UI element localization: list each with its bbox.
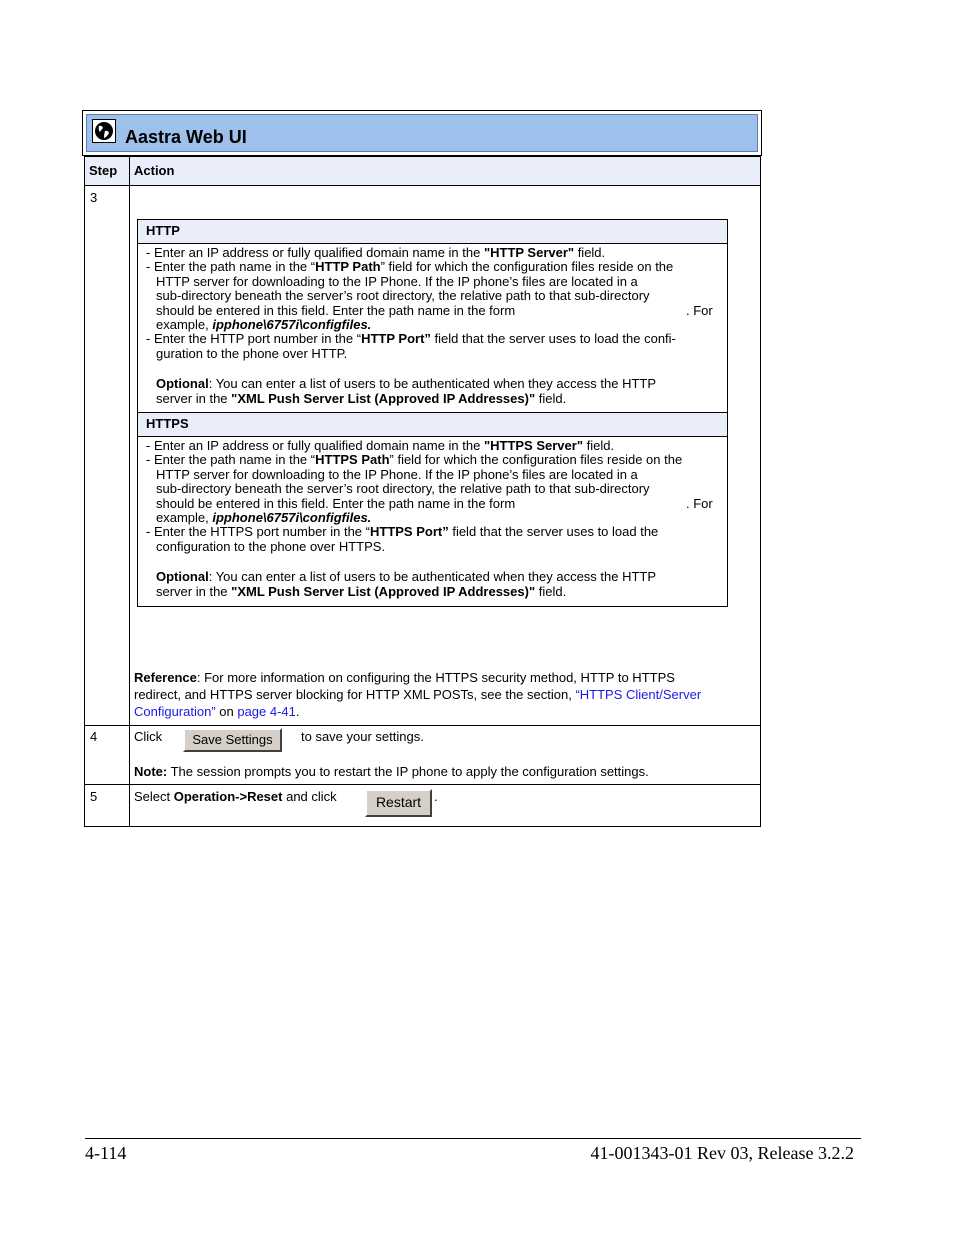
save-instruction: to save your settings. <box>301 729 424 744</box>
globe-icon <box>92 119 116 143</box>
restart-note: Note: The session prompts you to restart the IP phone to apply the configuration settings. <box>134 764 649 779</box>
http-heading-row <box>138 220 727 244</box>
text-line: server in the "XML Push Server List (Approved IP Addresses)" field. <box>156 583 567 599</box>
reset-instruction: Select Operation->Reset and click <box>134 789 337 804</box>
list-item: - Enter the path name in the “HTTPS Path” field for which the configuration files reside on the <box>146 452 683 468</box>
optional-note: Optional: You can enter a list of users to be authenticated when they access the HTTP <box>156 376 657 392</box>
text-line: example, ipphone\6757i\configfiles. <box>156 510 372 526</box>
restart-button[interactable]: Restart <box>365 789 432 817</box>
list-item: - Enter the HTTP port number in the “HTTP Port” field that the server uses to load the confi- <box>146 331 676 347</box>
protocol-settings-table <box>137 219 728 607</box>
web-ui-banner <box>82 110 762 156</box>
footer-rule <box>85 1138 861 1139</box>
row-divider <box>85 784 760 785</box>
text-line: sub-directory beneath the server’s root directory, the relative path to that sub-directory <box>156 288 650 304</box>
text-line: HTTP server for downloading to the IP Phone. If the IP phone’s files are located in a <box>156 273 638 289</box>
https-client-server-link-cont[interactable]: Configuration” <box>134 704 216 719</box>
step-number-5: 5 <box>90 789 98 804</box>
optional-note: Optional: You can enter a list of users to be authenticated when they access the HTTP <box>156 569 657 585</box>
https-heading: HTTPS <box>146 416 189 431</box>
click-label: Click <box>134 729 163 744</box>
text-line: example, ipphone\6757i\configfiles. <box>156 317 372 333</box>
text-line: server in the "XML Push Server List (Approved IP Addresses)" field. <box>156 390 567 406</box>
text-line: HTTP server for downloading to the IP Phone. If the IP phone’s files are located in a <box>156 466 638 482</box>
document-id: 41-001343-01 Rev 03, Release 3.2.2 <box>590 1143 854 1163</box>
period: . <box>434 789 438 804</box>
text-line: should be entered in this field. Enter the path name in the form . For <box>156 495 713 511</box>
reference-note: Reference: For more information on configuring the HTTPS security method, HTTP to HTTPS redirect, and HTTPS server blocking for HTTP XML POSTs, see the section, “HTTPS Client/Server Configuration” on page 4-41. <box>134 670 702 719</box>
action-column-header: Action <box>134 163 175 178</box>
text-line: guration to the phone over HTTP. <box>156 345 348 361</box>
table-header-row <box>85 157 760 186</box>
https-instructions <box>146 439 719 599</box>
banner-title: Aastra Web UI <box>125 127 247 147</box>
text-line: sub-directory beneath the server’s root directory, the relative path to that sub-directory <box>156 481 650 497</box>
page-number: 4-114 <box>85 1143 127 1163</box>
step-number-3: 3 <box>90 190 98 205</box>
save-settings-button[interactable]: Save Settings <box>183 728 282 752</box>
list-item: - Enter the HTTPS port number in the “HTTPS Port” field that the server uses to load the <box>146 524 659 540</box>
text-line: configuration to the phone over HTTPS. <box>156 538 386 554</box>
http-heading: HTTP <box>146 223 180 238</box>
http-instructions <box>146 246 719 406</box>
text-line: should be entered in this field. Enter the path name in the form . For <box>156 302 713 318</box>
row-divider <box>85 725 760 726</box>
page-link[interactable]: page 4-41 <box>237 704 296 719</box>
list-item: - Enter an IP address or fully qualified domain name in the "HTTP Server" field. <box>146 245 606 260</box>
banner-fill <box>86 114 758 152</box>
step-number-4: 4 <box>90 729 98 744</box>
step-column-header: Step <box>89 163 118 178</box>
https-heading-row <box>138 413 727 437</box>
https-client-server-link[interactable]: “HTTPS Client/Server <box>575 687 702 702</box>
list-item: - Enter an IP address or fully qualified domain name in the "HTTPS Server" field. <box>146 438 615 453</box>
list-item: - Enter the path name in the “HTTP Path” field for which the configuration files reside on the <box>146 259 674 275</box>
